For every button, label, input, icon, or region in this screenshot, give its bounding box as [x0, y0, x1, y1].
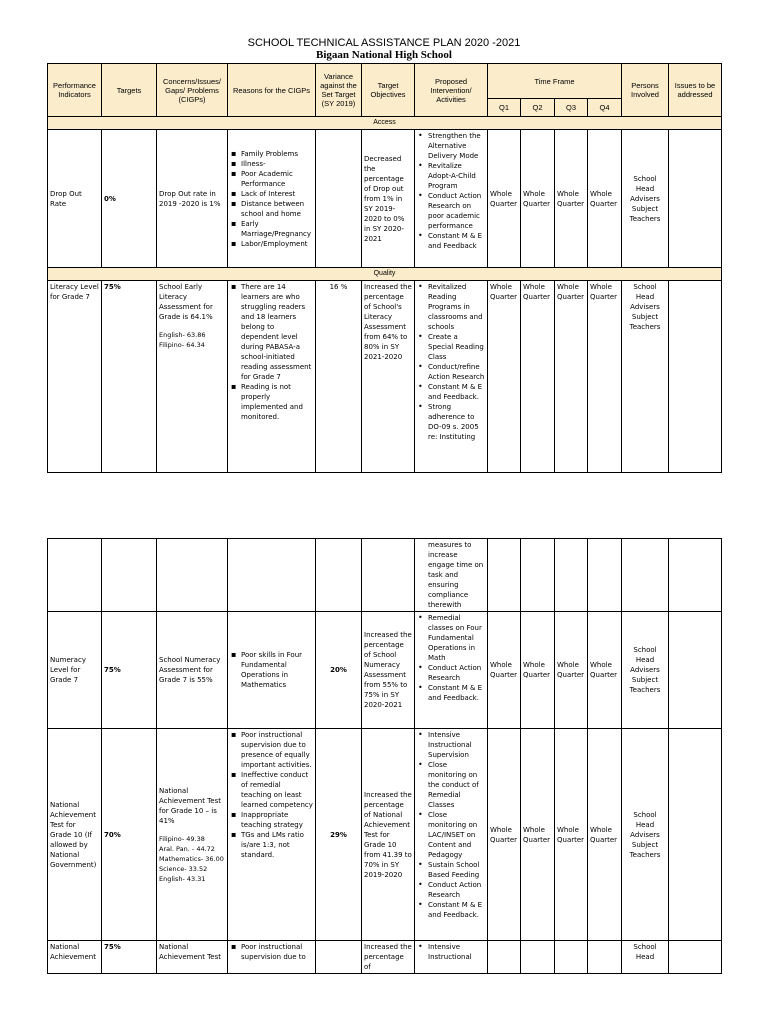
objective-cell: Increased the percentage of National Achievement Test for Grade 10 from 41.39 to 70% in SY 2019-2020: [362, 729, 415, 941]
intervention-item: • Conduct Action Research on poor academic performance: [428, 191, 485, 231]
target-cell: 75%: [102, 281, 157, 473]
reason-item: ▪ Illness-: [241, 159, 313, 169]
variance-cell: 29%: [316, 729, 362, 941]
indicator-cell: National Achievement: [48, 941, 102, 974]
concern-text: National Achievement Test for Grade 10 – is 41%: [159, 786, 221, 825]
intervention-item: • Constant M & E and Feedback.: [428, 382, 485, 402]
q1-cell: Whole Quarter: [488, 281, 521, 473]
objective-cell: Increased the percentage of School Numeracy Assessment from 55% to 75% in SY 2020-2021: [362, 612, 415, 729]
header-concerns: Concerns/Issues/ Gaps/ Problems (CIGPs): [157, 64, 228, 117]
intervention-item: • Intensive Instructional Supervision: [428, 730, 485, 760]
intervention-item: • Conduct Action Research: [428, 880, 485, 900]
table-row: [48, 130, 722, 268]
variance-cell: [316, 130, 362, 268]
header-q4: Q4: [588, 99, 622, 117]
reason-item: ▪ Poor instructional supervision due to presence of equally important activities.: [241, 730, 313, 770]
header-reasons: Reasons for the CIGPs: [228, 64, 316, 117]
q1-cell: Whole Quarter: [488, 612, 521, 729]
intervention-item: • Close monitoring on the conduct of Remedial Classes: [428, 760, 485, 810]
issues-cell: [669, 729, 722, 941]
score-item: Science- 33.52: [159, 864, 208, 873]
objective-cell: Decreased the percentage of Drop out from 1% in SY 2019-2020 to 0% in SY 2020-2021: [362, 130, 415, 268]
concern-cell: [157, 281, 228, 473]
q1-cell: Whole Quarter: [488, 130, 521, 268]
concern-cell: Drop Out rate in 2019 -2020 is 1%: [157, 130, 228, 268]
concern-cell: [157, 729, 228, 941]
reason-item: ▪ Poor skills in Four Fundamental Operations in Mathematics: [241, 650, 313, 690]
issues-cell: [669, 281, 722, 473]
intervention-item: • Revitalize Adopt-A-Child Program: [428, 161, 485, 191]
interventions-cell: [415, 281, 488, 473]
intervention-item: • Create a Special Reading Class: [428, 332, 485, 362]
q3-cell: Whole Quarter: [555, 612, 588, 729]
persons-cell: School Head Advisers Subject Teachers: [622, 729, 669, 941]
intervention-item: • Conduct Action Research: [428, 663, 485, 683]
persons-cell: School Head Advisers Subject Teachers: [622, 612, 669, 729]
reason-item: ▪ Poor instructional supervision due to: [241, 942, 313, 962]
variance-cell: 20%: [316, 612, 362, 729]
reason-item: ▪ Early Marriage/Pregnancy: [241, 219, 313, 239]
interventions-cell: [415, 729, 488, 941]
q3-cell: Whole Quarter: [555, 281, 588, 473]
score-item: English- 43.31: [159, 874, 206, 883]
issues-cell: [669, 612, 722, 729]
reasons-cell: [228, 941, 316, 974]
header-q3: Q3: [555, 99, 588, 117]
score-item: Mathematics- 36.00: [159, 854, 224, 863]
persons-cell: School Head Advisers Subject Teachers: [622, 281, 669, 473]
header-time-frame: Time Frame: [488, 64, 622, 99]
persons-cell: School Head Advisers Subject Teachers: [622, 130, 669, 268]
indicator-cell: Drop Out Rate: [48, 130, 102, 268]
reasons-cell: [228, 612, 316, 729]
document-title: SCHOOL TECHNICAL ASSISTANCE PLAN 2020 -2021: [247, 37, 521, 49]
q4-cell: Whole Quarter: [588, 130, 622, 268]
intervention-item: • Close monitoring on LAC/INSET on Content and Pedagogy: [428, 810, 485, 860]
reason-item: ▪ TGs and LMs ratio is/are 1:3, not standard.: [241, 830, 313, 860]
reason-item: ▪ Lack of Interest: [241, 189, 313, 199]
intervention-item: • Revitalized Reading Programs in classrooms and schools: [428, 282, 485, 332]
header-targets: Targets: [102, 64, 157, 117]
intervention-item: • Conduct/refine Action Research: [428, 362, 485, 382]
reason-item: ▪ Reading is not properly implemented and monitored.: [241, 382, 313, 422]
indicator-cell: Literacy Level for Grade 7: [48, 281, 102, 473]
interventions-cell: [415, 539, 488, 612]
interventions-cell: [415, 130, 488, 268]
reasons-cell: [228, 729, 316, 941]
header-issues: Issues to be addressed: [669, 64, 722, 117]
objective-cell: Increased the percentage of School's Literacy Assessment from 64% to 80% in SY 2021-2020: [362, 281, 415, 473]
reasons-cell: [228, 281, 316, 473]
intervention-item: • Remedial classes on Four Fundamental Operations in Math: [428, 613, 485, 663]
indicator-cell: National Achievement Test for Grade 10 (If allowed by National Government): [48, 729, 102, 941]
header-performance-indicators: Performance Indicators: [48, 64, 102, 117]
q3-cell: Whole Quarter: [555, 130, 588, 268]
interventions-cell: [415, 941, 488, 974]
concern-cell: National Achievement Test: [157, 941, 228, 974]
persons-cell: School Head: [622, 941, 669, 974]
q2-cell: Whole Quarter: [521, 729, 555, 941]
target-cell: 75%: [102, 941, 157, 974]
variance-cell: 16 %: [316, 281, 362, 473]
issues-cell: [669, 130, 722, 268]
intervention-item: • Constant M & E and Feedback.: [428, 683, 485, 703]
reason-item: ▪ Family Problems: [241, 149, 313, 159]
table-row: [48, 729, 722, 941]
q4-cell: Whole Quarter: [588, 612, 622, 729]
q2-cell: Whole Quarter: [521, 130, 555, 268]
reason-item: ▪ Inappropriate teaching strategy: [241, 810, 313, 830]
interventions-cell: [415, 612, 488, 729]
reason-item: ▪ Distance between school and home: [241, 199, 313, 219]
target-cell: 0%: [102, 130, 157, 268]
q3-cell: Whole Quarter: [555, 729, 588, 941]
intervention-item: • Constant M & E and Feedback: [428, 231, 485, 251]
q4-cell: Whole Quarter: [588, 281, 622, 473]
header-target-objectives: Target Objectives: [362, 64, 415, 117]
table-row: [48, 539, 722, 612]
reason-item: ▪ Labor/Employment: [241, 239, 313, 249]
concern-cell: School Numeracy Assessment for Grade 7 is 55%: [157, 612, 228, 729]
plan-table-page-1: [47, 63, 722, 473]
reason-item: ▪ Ineffective conduct of remedial teaching on least learned competency: [241, 770, 313, 810]
table-row: [48, 941, 722, 974]
header-variance: Variance against the Set Target (SY 2019): [316, 64, 362, 117]
header-proposed-interventions: Proposed Intervention/ Activities: [415, 64, 488, 117]
concern-text: School Early Literacy Assessment for Grade is 64.1%: [159, 283, 213, 321]
section-access: Access: [48, 117, 722, 130]
header-q2: Q2: [521, 99, 555, 117]
q1-cell: Whole Quarter: [488, 729, 521, 941]
intervention-item: • Strong adherence to DO-09 s. 2005 re: Instituting: [428, 402, 485, 442]
indicator-cell: Numeracy Level for Grade 7: [48, 612, 102, 729]
school-name: Bigaan National High School: [315, 49, 452, 61]
table-row: [48, 612, 722, 729]
header-persons-involved: Persons Involved: [622, 64, 669, 117]
intervention-item: • Constant M & E and Feedback.: [428, 900, 485, 920]
intervention-continued: measures to increase engage time on task and ensuring compliance therewith: [428, 541, 484, 609]
intervention-item: • Intensive Instructional: [428, 942, 485, 962]
section-quality: Quality: [48, 268, 722, 281]
plan-table-page-2: [47, 538, 722, 974]
q4-cell: Whole Quarter: [588, 729, 622, 941]
header-q1: Q1: [488, 99, 521, 117]
concern-filipino: Filipino- 64.34: [159, 341, 205, 349]
reason-item: ▪ Poor Academic Performance: [241, 169, 313, 189]
score-item: Aral. Pan. - 44.72: [159, 844, 215, 853]
objective-cell: Increased the percentage of: [362, 941, 415, 974]
reason-item: ▪ There are 14 learners are who struggling readers and 18 learners belong to dependent level during PABASA-a school-initiated reading assessment for Grade 7: [241, 282, 313, 382]
intervention-item: • Strengthen the Alternative Delivery Mode: [428, 131, 485, 161]
concern-english: English- 63.86: [159, 331, 206, 339]
reasons-cell: [228, 130, 316, 268]
q2-cell: Whole Quarter: [521, 612, 555, 729]
target-cell: 70%: [102, 729, 157, 941]
score-item: Filipino- 49.38: [159, 834, 205, 843]
intervention-item: • Sustain School Based Feeding: [428, 860, 485, 880]
table-row: [48, 281, 722, 473]
q2-cell: Whole Quarter: [521, 281, 555, 473]
target-cell: 75%: [102, 612, 157, 729]
